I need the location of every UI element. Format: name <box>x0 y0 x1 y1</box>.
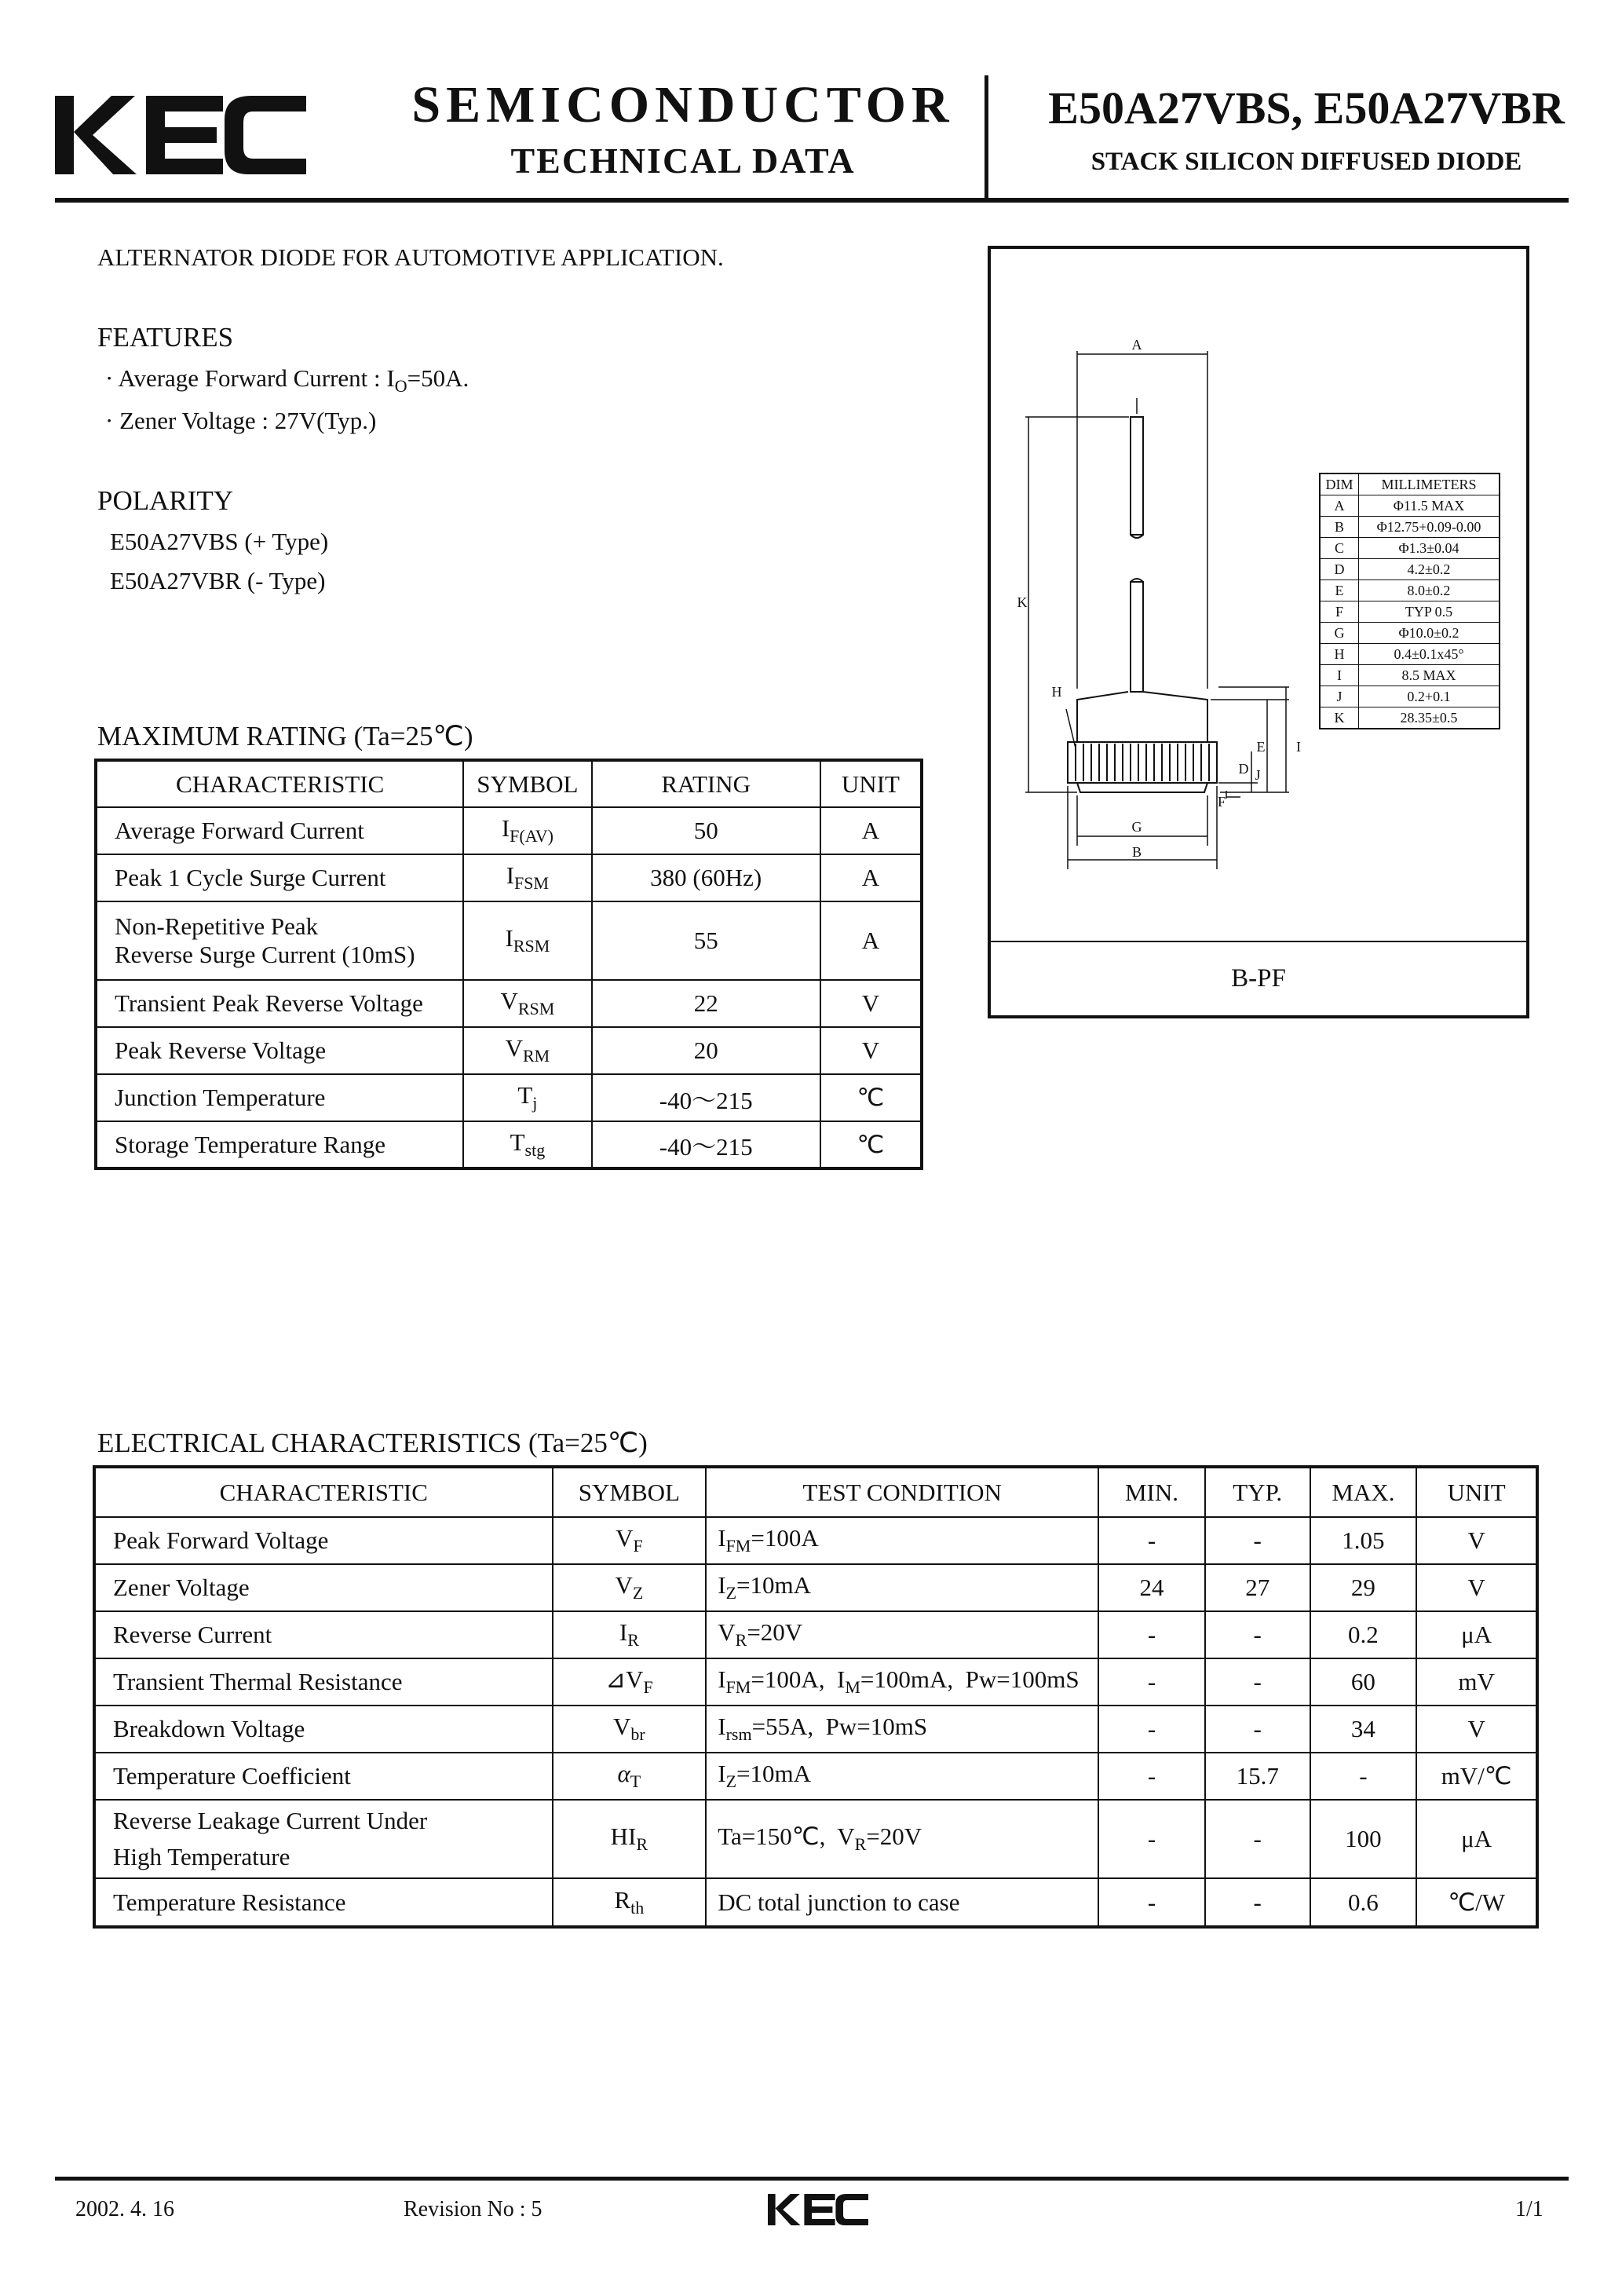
table-row: Reverse Leakage Current Under High Temperature $HI_R$ Ta=150℃, $V_R=20V$ - - 100 μA <box>94 1800 1537 1878</box>
table-header-row: CHARACTERISTIC SYMBOL RATING UNIT <box>96 760 922 807</box>
kec-logo <box>55 88 306 182</box>
dimensions-row: K 28.35±0.5 <box>1320 707 1500 729</box>
dim-label-g: G <box>1131 819 1142 835</box>
table-row: Junction Temperature $T_j$ -40～215 ℃ <box>96 1074 922 1121</box>
feature-item: · Zener Voltage : 27V(Typ.) <box>105 407 377 434</box>
dimensions-row: B Φ12.75+0.09-0.00 <box>1320 517 1500 538</box>
application-line: ALTERNATOR DIODE FOR AUTOMOTIVE APPLICATION. <box>97 243 724 271</box>
footer-date: 2002. 4. 16 <box>75 2197 174 2221</box>
table-row: Zener Voltage $V_Z$ $I_Z=10mA$ 24 27 29 V <box>94 1564 1537 1611</box>
table-row: Peak Forward Voltage $V_F$ $I_{FM}=100A$ - - 1.05 V <box>94 1517 1537 1564</box>
dimensions-row: I 8.5 MAX <box>1320 665 1500 686</box>
dimensions-row: C Φ1.3±0.04 <box>1320 538 1500 559</box>
table-row: Transient Thermal Resistance $⊿V_F$ $I_{FM}=100A$, $I_M=100mA$, Pw=100mS - - 60 mV <box>94 1658 1537 1706</box>
feature-item: · Average Forward Current : $I_O=50A$. <box>105 364 469 397</box>
footer-kec-logo <box>760 2191 876 2228</box>
polarity-heading: POLARITY <box>97 485 234 516</box>
footer-rule <box>55 2177 1569 2181</box>
dimensions-row: J 0.2+0.1 <box>1320 686 1500 707</box>
table-row: Average Forward Current $I_{F(AV)}$ 50 A <box>96 807 922 854</box>
polarity-item: E50A27VBR (- Type) <box>110 567 326 594</box>
table-row: Peak Reverse Voltage $V_{RM}$ 20 V <box>96 1027 922 1074</box>
part-numbers: E50A27VBS, E50A27VBR <box>1048 82 1565 133</box>
dim-label-k: K <box>1017 594 1028 610</box>
dim-label-i: I <box>1296 739 1301 755</box>
header-title: SEMICONDUCTOR <box>411 76 955 133</box>
electrical-table <box>93 1465 1539 1929</box>
dimensions-row: F TYP 0.5 <box>1320 601 1500 623</box>
dimensions-row: D 4.2±0.2 <box>1320 559 1500 580</box>
electrical-title: ELECTRICAL CHARACTERISTICS (Ta=25℃) <box>97 1428 648 1458</box>
table-header-row: CHARACTERISTIC SYMBOL TEST CONDITION MIN. TYP. MAX. UNIT <box>94 1467 1537 1517</box>
dimensions-row: G Φ10.0±0.2 <box>1320 623 1500 644</box>
features-heading: FEATURES <box>97 322 234 353</box>
table-row: Non-Repetitive Peak Reverse Surge Current (10mS) $I_{RSM}$ 55 A <box>96 901 922 980</box>
dimensions-header-row: DIM MILLIMETERS <box>1320 473 1500 495</box>
table-row: Breakdown Voltage $V_{br}$ $I_{rsm}=55A$, Pw=10mS - - 34 V <box>94 1706 1537 1753</box>
dimensions-table <box>1319 473 1500 729</box>
header-rule <box>55 198 1569 203</box>
table-row: Temperature Coefficient $\alpha_T$ $I_Z=10mA$ - 15.7 - mV/℃ <box>94 1753 1537 1800</box>
dim-label-d: D <box>1238 761 1249 777</box>
table-row: Reverse Current $I_R$ $V_R=20V$ - - 0.2 μA <box>94 1611 1537 1658</box>
max-rating-title: MAXIMUM RATING (Ta=25℃) <box>97 721 473 751</box>
header-subtitle: TECHNICAL DATA <box>510 141 856 181</box>
table-row: Storage Temperature Range $T_{stg}$ -40～215 ℃ <box>96 1121 922 1168</box>
package-box-divider <box>991 941 1526 942</box>
package-name: B-PF <box>1231 964 1286 993</box>
dim-label-h: H <box>1051 684 1062 700</box>
dim-label-b: B <box>1131 844 1142 860</box>
table-row: Temperature Resistance $R_{th}$ DC total junction to case - - 0.6 ℃/W <box>94 1878 1537 1927</box>
dimensions-row: A Φ11.5 MAX <box>1320 495 1500 517</box>
dim-label-e: E <box>1256 739 1266 755</box>
footer-revision: Revision No : 5 <box>404 2197 542 2221</box>
max-rating-table <box>94 759 923 1170</box>
dim-label-j: J <box>1255 767 1261 783</box>
device-type: STACK SILICON DIFFUSED DIODE <box>1090 148 1522 176</box>
polarity-item: E50A27VBS (+ Type) <box>110 528 329 555</box>
dimensions-row: E 8.0±0.2 <box>1320 580 1500 601</box>
footer-page: 1/1 <box>1515 2197 1543 2221</box>
dim-label-a: A <box>1131 337 1142 353</box>
dim-label-f: F <box>1217 794 1226 810</box>
table-row: Transient Peak Reverse Voltage $V_{RSM}$ 22 V <box>96 980 922 1027</box>
header-divider <box>985 75 988 198</box>
dimensions-row: H 0.4±0.1x45° <box>1320 644 1500 665</box>
table-row: Peak 1 Cycle Surge Current $I_{FSM}$ 380 (60Hz) A <box>96 854 922 901</box>
